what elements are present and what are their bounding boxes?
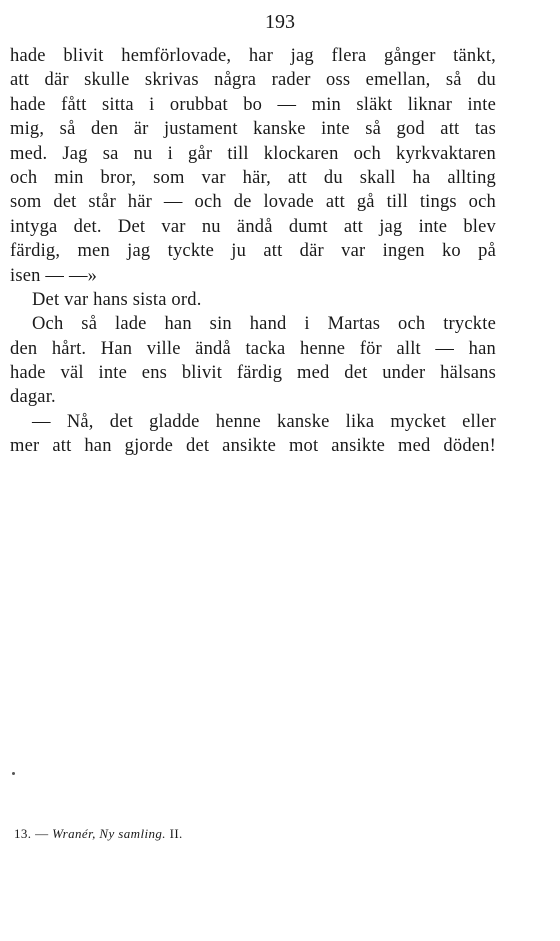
- text-line: hade blivit hemförlovade, har jag flera gånger tänkt,: [10, 46, 496, 66]
- volume-number: II.: [169, 826, 183, 841]
- text-line: intyga det. Det var nu ändå dumt att jag inte blev: [10, 216, 496, 237]
- text-line: Det var hans sista ord.: [32, 289, 202, 310]
- text-line: som det står här — och de lovade att gå till tings och: [10, 192, 496, 213]
- text-line: hade fått sitta i orubbat bo — min släkt liknar inte: [10, 94, 496, 115]
- signature-line: [14, 826, 183, 842]
- text-line: färdig, men jag tyckte ju att där var ingen ko på: [10, 241, 496, 262]
- text-line: och min bror, som var här, att du skall ha allting: [10, 167, 496, 188]
- book-title: Wranér, Ny samling.: [52, 826, 166, 841]
- text-line: — Nå, det gladde henne kanske lika mycket eller: [32, 411, 496, 432]
- text-line: att där skulle skrivas några rader oss emellan, så du: [10, 70, 496, 91]
- text-line: dagar.: [10, 387, 56, 408]
- page-number: 193: [265, 11, 295, 33]
- printer-mark: [12, 772, 15, 775]
- text-line: mer att han gjorde det ansikte mot ansikte med döden!: [10, 436, 496, 457]
- text-line: mig, så den är justament kanske inte så god att tas: [10, 119, 496, 140]
- body-text: [10, 44, 496, 459]
- text-line: hade väl inte ens blivit färdig med det under hälsans: [10, 363, 496, 384]
- text-line: med. Jag sa nu i går till klockaren och kyrkvaktaren: [10, 143, 496, 164]
- text-line: isen — —»: [10, 265, 98, 286]
- text-line: den hårt. Han ville ändå tacka henne för allt — han: [10, 338, 496, 359]
- text-line: Och så lade han sin hand i Martas och tryckte: [32, 314, 496, 335]
- signature-number: 13. —: [14, 826, 49, 841]
